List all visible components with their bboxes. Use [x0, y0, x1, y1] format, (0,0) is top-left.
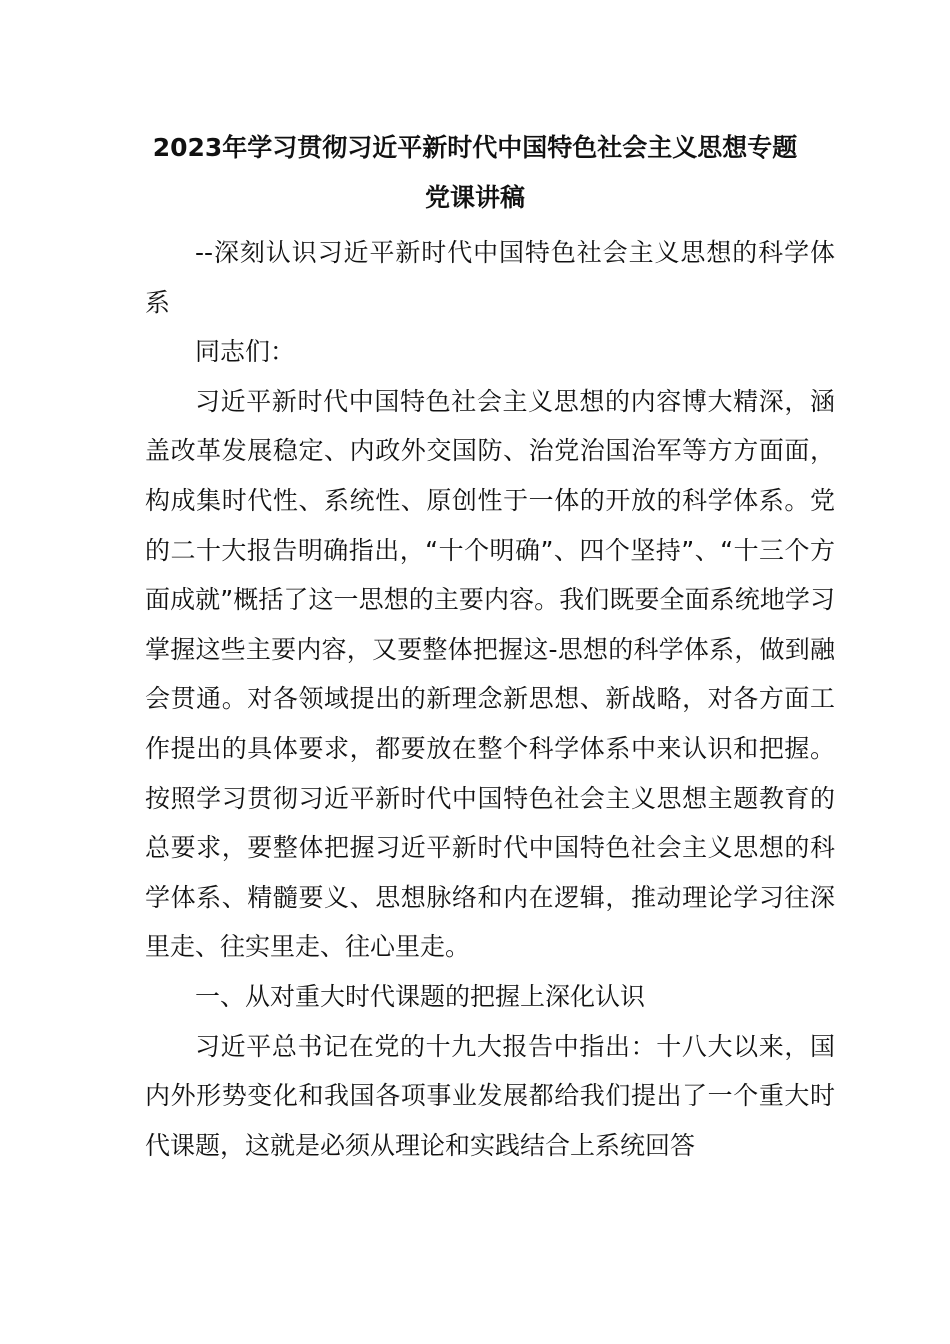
document-title-line-1: 2023年学习贯彻习近平新时代中国特色社会主义思想专题	[152, 133, 798, 162]
document-subtitle: --深刻认识习近平新时代中国特色社会主义思想的科学体系	[145, 238, 835, 317]
document-body	[145, 228, 835, 1170]
section-heading-1: 一、从对重大时代课题的把握上深化认识	[195, 981, 646, 1011]
paragraph-1: 习近平新时代中国特色社会主义思想的内容博大精深，涵盖改革发展稳定、内政外交国防、治党治国治军等方方面面，构成集时代性、系统性、原创性于一体的开放的科学体系。党的二十大报告明确指出，“十个明确”、四个坚持”、“十三个方面成就”概括了这一思想的主要内容。我们既要全面系统地学习掌握这些主要内容，又要整体把握这-思想的科学体系，做到融会贯通。对各领域提出的新理念新思想、新战略，对各方面工作提出的具体要求，都要放在整个科学体系中来认识和把握。按照学习贯彻习近平新时代中国特色社会主义思想主题教育的总要求，要整体把握习近平新时代中国特色社会主义思想的科学体系、精髓要义、思想脉络和内在逻辑，推动理论学习往深里走、往实里走、往心里走。	[145, 386, 835, 962]
paragraph-2: 习近平总书记在党的十九大报告中指出：十八大以来，国内外形势变化和我国各项事业发展都给我们提出了一个重大时代课题，这就是必须从理论和实践结合上系统回答	[145, 1031, 835, 1160]
document-title-line-2: 党课讲稿	[424, 183, 525, 212]
salutation: 同志们：	[195, 337, 296, 367]
